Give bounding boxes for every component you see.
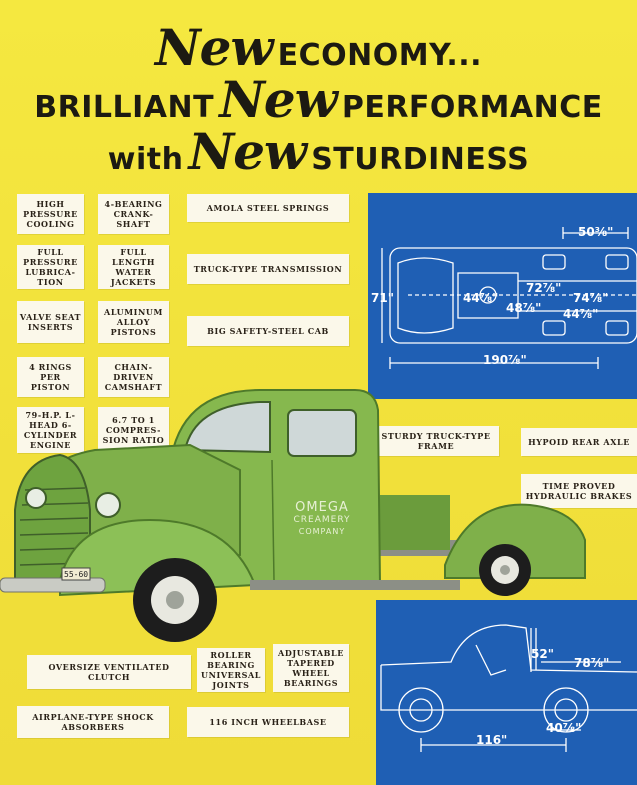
dim-72: 72⅞": [526, 281, 562, 295]
dim-height: 71": [371, 291, 394, 305]
feature-card: OVERSIZE VENTILATED CLUTCH: [27, 655, 191, 689]
feature-card: FULL LENGTH WATER JACKETS: [98, 245, 169, 289]
feature-card: 116 INCH WHEELBASE: [187, 707, 349, 737]
feature-card: STURDY TRUCK-TYPE FRAME: [373, 426, 499, 456]
feature-card: TRUCK-TYPE TRANSMISSION: [187, 254, 349, 284]
dim-52: 52": [531, 647, 554, 661]
door-lettering: [282, 502, 362, 538]
headline-new-script-1: New: [154, 18, 273, 77]
dim-74: 74⅞": [573, 291, 609, 305]
feature-card: ADJUSTABLE TAPERED WHEEL BEARINGS: [273, 644, 349, 692]
feature-card: TIME PROVED HYDRAULIC BRAKES: [521, 474, 637, 508]
feature-card: HIGH PRESSURE COOLING: [17, 194, 84, 234]
headline-line-2: [0, 70, 637, 129]
dim-40: 40⅞": [546, 721, 582, 735]
headline-performance: PERFORMANCE: [341, 90, 603, 125]
dim-length: 190⅞": [483, 353, 527, 367]
feature-card: HYPOID REAR AXLE: [521, 428, 637, 456]
dim-44-rear: 44⅞": [563, 307, 599, 321]
headline-sturdiness: STURDINESS: [311, 142, 530, 177]
door-line-creamery: CREAMERY: [293, 515, 351, 525]
truck-side-drawing: [376, 600, 637, 785]
door-line-company: COMPANY: [298, 527, 346, 536]
dim-width-top: 50⅜": [578, 225, 614, 239]
feature-card: BIG SAFETY-STEEL CAB: [187, 316, 349, 346]
feature-card: ALUMINUM ALLOY PISTONS: [98, 301, 169, 343]
headline-line-1: [0, 18, 637, 77]
feature-card: FULL PRESSURE LUBRICA-TION: [17, 245, 84, 289]
door-line-omega: OMEGA: [295, 500, 349, 515]
feature-card: 79-H.P. L-HEAD 6-CYLINDER ENGINE: [17, 407, 84, 453]
headline-economy: ECONOMY...: [277, 38, 483, 73]
truck-side-blueprint: [376, 600, 637, 785]
feature-card: 4 RINGS PER PISTON: [17, 357, 84, 397]
headline-brilliant: BRILLIANT: [34, 90, 215, 125]
headline-line-3: [0, 122, 637, 181]
headline-new-script-3: New: [188, 122, 307, 181]
feature-card: AIRPLANE-TYPE SHOCK ABSORBERS: [17, 706, 169, 738]
feature-card: ROLLER BEARING UNIVERSAL JOINTS: [197, 648, 265, 692]
license-plate: 55-60: [64, 570, 89, 579]
dim-116: 116": [476, 733, 508, 747]
dim-44-front: 44⅞": [463, 291, 499, 305]
dim-48: 48⅞": [506, 301, 542, 315]
dim-78: 78⅞": [574, 656, 610, 670]
feature-card: CHAIN-DRIVEN CAMSHAFT: [98, 357, 169, 397]
feature-card: 4-BEARING CRANK-SHAFT: [98, 194, 169, 234]
feature-card: VALVE SEAT INSERTS: [17, 301, 84, 343]
headline-new-script-2: New: [219, 70, 337, 129]
headline-with: with: [107, 142, 184, 177]
feature-card: 6.7 TO 1 COMPRES-SION RATIO: [98, 407, 169, 453]
feature-card: AMOLA STEEL SPRINGS: [187, 194, 349, 222]
chassis-blueprint-top: [368, 193, 637, 399]
